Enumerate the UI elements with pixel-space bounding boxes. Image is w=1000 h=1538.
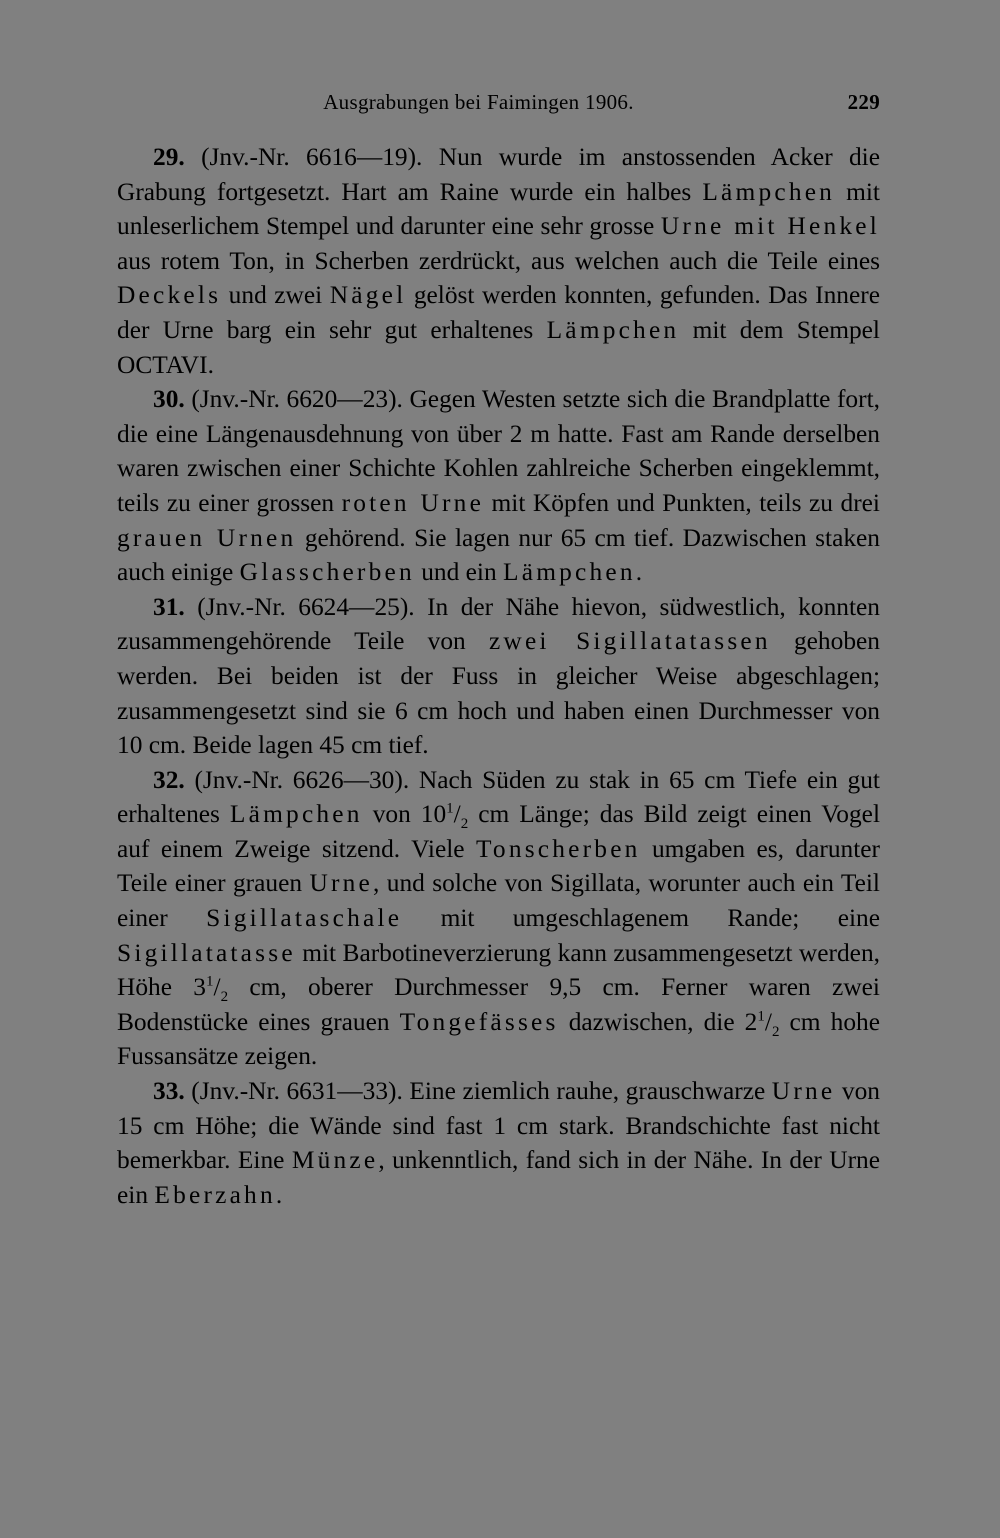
spaced-term: Urne xyxy=(309,869,374,898)
entry-29 xyxy=(117,140,880,382)
page-number: 229 xyxy=(847,90,880,114)
text-run: von 10 xyxy=(362,800,447,829)
text-run: (Jnv.-Nr. 6624—25). In der Nähe hievon, südwestlich, konnten zusammengehörende Teile von xyxy=(117,592,880,656)
spaced-term: Urne mit Henkel xyxy=(660,212,880,241)
page xyxy=(117,90,880,1212)
running-title: Ausgrabungen bei Faimingen 1906. xyxy=(323,90,634,114)
text-run: und zwei xyxy=(221,281,330,310)
text-run: dazwischen, die 2 xyxy=(558,1007,758,1036)
entry-30 xyxy=(117,382,880,590)
text-run: mit unleserlichem Stempel und darunter eine sehr grosse xyxy=(117,177,880,241)
text-run: (Jnv.-Nr. 6616—19). Nun wurde im anstossenden Acker die Grabung fortgesetzt. Hart am Raine wurde ein halbes xyxy=(117,143,880,206)
text-run: gehörend. Sie lagen nur 65 cm tief. Dazwischen staken auch einige xyxy=(117,523,881,587)
fraction-slash: / xyxy=(213,973,221,1002)
text-run: cm Länge; das Bild zeigt einen Vogel auf einem Zweige sitzend. Viele xyxy=(117,800,880,863)
text-run: aus rotem Ton, in Scherben zerdrückt, aus welchen auch die Teile eines xyxy=(117,246,880,275)
entry-number: 29. xyxy=(153,143,185,171)
text-run: (Jnv.-Nr. 6631—33). Eine ziemlich rauhe, grauschwarze xyxy=(191,1077,772,1106)
spaced-term: Sigillatatasse xyxy=(117,938,296,967)
spaced-term: Eberzahn xyxy=(154,1180,276,1209)
text-run: mit dem Stempel OCTAVI. xyxy=(117,315,880,379)
spaced-term: roten Urne xyxy=(341,488,485,517)
entry-number: 30. xyxy=(153,385,185,414)
text-run: gelöst werden konnten, gefunden. Das Innere der Urne barg ein sehr gut erhaltenes xyxy=(117,281,880,344)
text-run: cm hohe Fussansätze zeigen. xyxy=(117,1007,880,1071)
entry-33 xyxy=(117,1074,880,1212)
text-run: von 15 cm Höhe; die Wände sind fast 1 cm stark. Brandschichte fast nicht bemerkbar. Eine xyxy=(117,1077,880,1175)
spaced-term: Münze xyxy=(291,1146,379,1175)
fraction-denominator: 2 xyxy=(771,1023,780,1040)
entry-31 xyxy=(117,590,880,763)
spaced-term: Lämpchen xyxy=(229,800,363,829)
fraction-numerator: 1 xyxy=(757,1008,765,1025)
text-run: mit Barbotineverzierung kann zusammengesetzt werden, Höhe 3 xyxy=(117,938,880,1002)
entry-number: 31. xyxy=(153,592,185,621)
spaced-term: Deckels xyxy=(117,281,222,310)
text-run: mit umgeschlagenem Rande; eine xyxy=(402,904,881,933)
text-run: mit Köpfen und Punkten, teils zu drei xyxy=(484,488,880,517)
spaced-term: Tonscherben xyxy=(476,834,641,863)
spaced-term: Nägel xyxy=(329,281,407,310)
spaced-term: Urne xyxy=(771,1077,836,1106)
spaced-term: Lämpchen xyxy=(503,558,636,587)
text-run: und ein xyxy=(414,558,504,587)
spaced-term: Lämpchen xyxy=(702,177,836,206)
text-run: (Jnv.-Nr. 6620—23). Gegen Westen setzte sich die Brandplatte fort, die eine Längenausdehnung von über 2 m hatte. Fast am Rande derselben waren zwischen einer Schichte Kohlen zahlreiche Scherben eingeklemmt, teils zu einer grossen xyxy=(117,385,880,517)
text-run: cm, oberer Durchmesser 9,5 cm. Ferner waren zwei Bodenstücke eines grauen xyxy=(117,973,880,1036)
spaced-term: zwei Sigillatatassen xyxy=(488,627,771,656)
text-run: , unkenntlich, fand sich in der Nähe. In der Urne ein xyxy=(117,1146,880,1209)
spaced-term: Glasscherben xyxy=(239,558,415,587)
entry-32 xyxy=(117,763,880,1074)
spaced-term: grauen Urnen xyxy=(117,523,297,552)
entry-number: 33. xyxy=(153,1077,185,1106)
fraction-slash: / xyxy=(453,800,461,829)
body-text xyxy=(117,140,880,1212)
spaced-term: Lämpchen xyxy=(546,315,680,344)
text-run: (Jnv.-Nr. 6626—30). Nach Süden zu stak in 65 cm Tiefe ein gut erhaltenes xyxy=(117,765,880,829)
text-run: gehoben werden. Bei beiden ist der Fuss in gleicher Weise abgeschlagen; zusammengesetzt sind sie 6 cm hoch und haben einen Durchmesser von 10 cm. Beide lagen 45 cm tief. xyxy=(117,627,880,760)
fraction-denominator: 2 xyxy=(460,816,469,833)
running-head xyxy=(117,90,880,126)
text-run: . xyxy=(275,1180,283,1209)
text-run: . xyxy=(635,558,643,587)
fraction-denominator: 2 xyxy=(220,989,229,1006)
entry-number: 32. xyxy=(153,765,185,794)
text-run: , und solche von Sigillata, worunter auch ein Teil einer xyxy=(117,869,880,933)
spaced-term: Sigillataschale xyxy=(206,904,403,933)
fraction-numerator: 1 xyxy=(206,973,214,990)
fraction-slash: / xyxy=(764,1007,772,1036)
spaced-term: Tongefässes xyxy=(399,1007,559,1036)
text-run: umgaben es, darunter Teile einer grauen xyxy=(117,834,880,898)
fraction-numerator: 1 xyxy=(446,800,454,817)
